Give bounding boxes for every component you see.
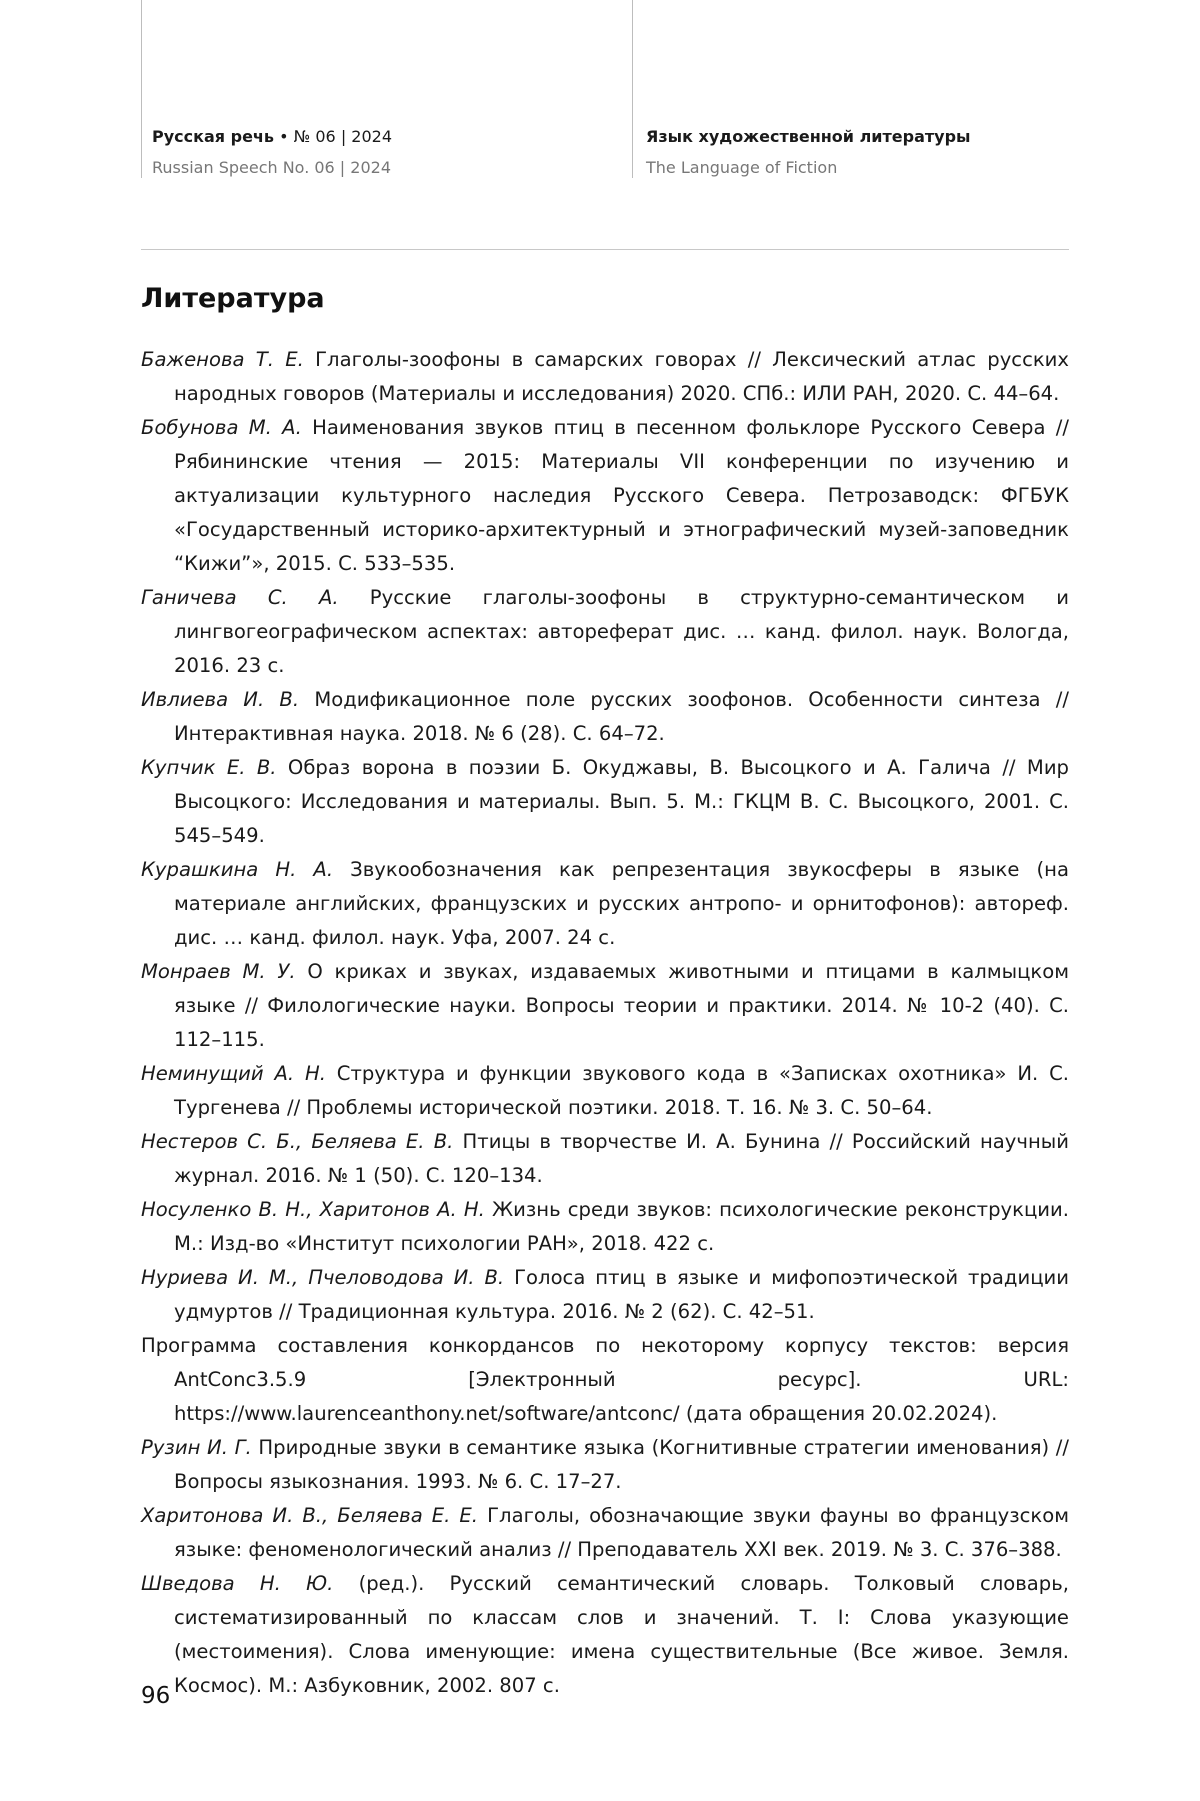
reference-text: Жизнь среди звуков: психологические реконструкции. М.: Изд-во «Институт психологии РАН», 2018. 422 с. bbox=[174, 1198, 1069, 1255]
reference-authors: Баженова Т. Е. bbox=[141, 348, 304, 371]
reference-text: О криках и звуках, издаваемых животными и птицами в калмыцком языке // Филологические науки. Вопросы теории и практики. 2014. № 10-2 (40). С. 112–115. bbox=[174, 960, 1070, 1051]
reference-authors: Шведова Н. Ю. bbox=[141, 1572, 334, 1595]
reference-item bbox=[141, 1125, 1069, 1193]
reference-authors: Рузин И. Г. bbox=[141, 1436, 252, 1459]
reference-item bbox=[141, 1329, 1069, 1431]
reference-text: Природные звуки в семантике языка (Когнитивные стратегии именования) // Вопросы языкознания. 1993. № 6. С. 17–27. bbox=[174, 1436, 1069, 1493]
reference-text: Модификационное поле русских зоофонов. Особенности синтеза // Интерактивная наука. 2018. № 6 (28). С. 64–72. bbox=[174, 688, 1069, 745]
reference-list bbox=[141, 343, 1069, 1703]
reference-item bbox=[141, 1193, 1069, 1261]
reference-authors: Монраев М. У. bbox=[141, 960, 296, 983]
reference-text: Голоса птиц в языке и мифопоэтической традиции удмуртов // Традиционная культура. 2016. № 2 (62). С. 42–51. bbox=[174, 1266, 1070, 1323]
journal-name: Русская речь bbox=[152, 127, 275, 146]
header-journal bbox=[152, 125, 392, 181]
reference-authors: Нуриева И. М., Пчеловодова И. В. bbox=[141, 1266, 505, 1289]
reference-authors: Курашкина Н. А. bbox=[141, 858, 334, 881]
reference-authors: Ганичева С. А. bbox=[141, 586, 339, 609]
reference-item bbox=[141, 1261, 1069, 1329]
reference-text: Структура и функции звукового кода в «Записках охотника» И. С. Тургенева // Проблемы исторической поэтики. 2018. Т. 16. № 3. С. 50–64. bbox=[174, 1062, 1069, 1119]
reference-authors: Бобунова М. А. bbox=[141, 416, 302, 439]
reference-item bbox=[141, 1567, 1069, 1703]
journal-issue: № 06 | 2024 bbox=[293, 127, 393, 146]
reference-text: Глаголы-зоофоны в самарских говорах // Лексический атлас русских народных говоров (Материалы и исследования) 2020. СПб.: ИЛИ РАН, 2020. С. 44–64. bbox=[174, 348, 1070, 405]
reference-item bbox=[141, 343, 1069, 411]
reference-text: Наименования звуков птиц в песенном фольклоре Русского Севера // Рябининские чтения — 2015: Материалы VII конференции по изучению и актуализации культурного наследия Русского Севера. Петрозаводск: ФГБУК «Государственный историко-архитектурный и этнографический музей-заповедник “Кижи”», 2015. С. 533–535. bbox=[174, 416, 1069, 575]
reference-text: Птицы в творчестве И. А. Бунина // Российский научный журнал. 2016. № 1 (50). С. 120–134. bbox=[174, 1130, 1069, 1187]
journal-bullet: • bbox=[274, 127, 294, 146]
header-rule-middle bbox=[632, 0, 633, 178]
reference-authors: Ивлиева И. В. bbox=[141, 688, 300, 711]
reference-text: Звукообозначения как репрезентация звукосферы в языке (на материале английских, французских и русских антропо- и орнитофонов): автореф. дис. … канд. филол. наук. Уфа, 2007. 24 с. bbox=[174, 858, 1069, 949]
reference-item bbox=[141, 1431, 1069, 1499]
reference-item bbox=[141, 751, 1069, 853]
reference-authors: Харитонова И. В., Беляева Е. Е. bbox=[141, 1504, 479, 1527]
page-number: 96 bbox=[141, 1683, 171, 1709]
reference-authors: Носуленко В. Н., Харитонов А. Н. bbox=[141, 1198, 485, 1221]
journal-subtitle: Russian Speech No. 06 | 2024 bbox=[152, 158, 391, 177]
header-rule-left bbox=[141, 0, 142, 178]
reference-item bbox=[141, 581, 1069, 683]
header-divider bbox=[141, 249, 1069, 250]
header-section bbox=[646, 125, 971, 181]
reference-item bbox=[141, 1499, 1069, 1567]
section-subtitle: The Language of Fiction bbox=[646, 158, 838, 177]
section-name: Язык художественной литературы bbox=[646, 127, 971, 146]
journal-line bbox=[152, 125, 392, 149]
reference-text: (ред.). Русский семантический словарь. Толковый словарь, систематизированный по классам слов и значений. Т. I: Слова указующие (местоимения). Слова именующие: имена существительные (Все живое. Земля. Космос). М.: Азбуковник, 2002. 807 с. bbox=[174, 1572, 1069, 1697]
reference-authors: Купчик Е. В. bbox=[141, 756, 277, 779]
reference-authors: Нестеров С. Б., Беляева Е. В. bbox=[141, 1130, 454, 1153]
reference-item bbox=[141, 955, 1069, 1057]
reference-text: Глаголы, обозначающие звуки фауны во французском языке: феноменологический анализ // Преподаватель XXI век. 2019. № 3. С. 376–388. bbox=[174, 1504, 1069, 1561]
reference-item bbox=[141, 411, 1069, 581]
section-title: Литература bbox=[141, 283, 325, 314]
reference-item bbox=[141, 1057, 1069, 1125]
reference-item bbox=[141, 853, 1069, 955]
section-line bbox=[646, 125, 971, 149]
reference-authors: Неминущий А. Н. bbox=[141, 1062, 326, 1085]
reference-text: Русские глаголы-зоофоны в структурно-семантическом и лингвогеографическом аспектах: автореферат дис. … канд. филол. наук. Вологда, 2016. 23 с. bbox=[174, 586, 1069, 677]
reference-text: Образ ворона в поэзии Б. Окуджавы, В. Высоцкого и А. Галича // Мир Высоцкого: Исследования и материалы. Вып. 5. М.: ГКЦМ В. С. Высоцкого, 2001. С. 545–549. bbox=[174, 756, 1069, 847]
reference-item bbox=[141, 683, 1069, 751]
reference-text: Программа составления конкордансов по некоторому корпусу текстов: версия AntConc3.5.9 [Электронный ресурс]. URL: https://www.laurenceanthony.net/software/antconc/ (дата обращения 20.02.2024). bbox=[141, 1334, 1069, 1425]
